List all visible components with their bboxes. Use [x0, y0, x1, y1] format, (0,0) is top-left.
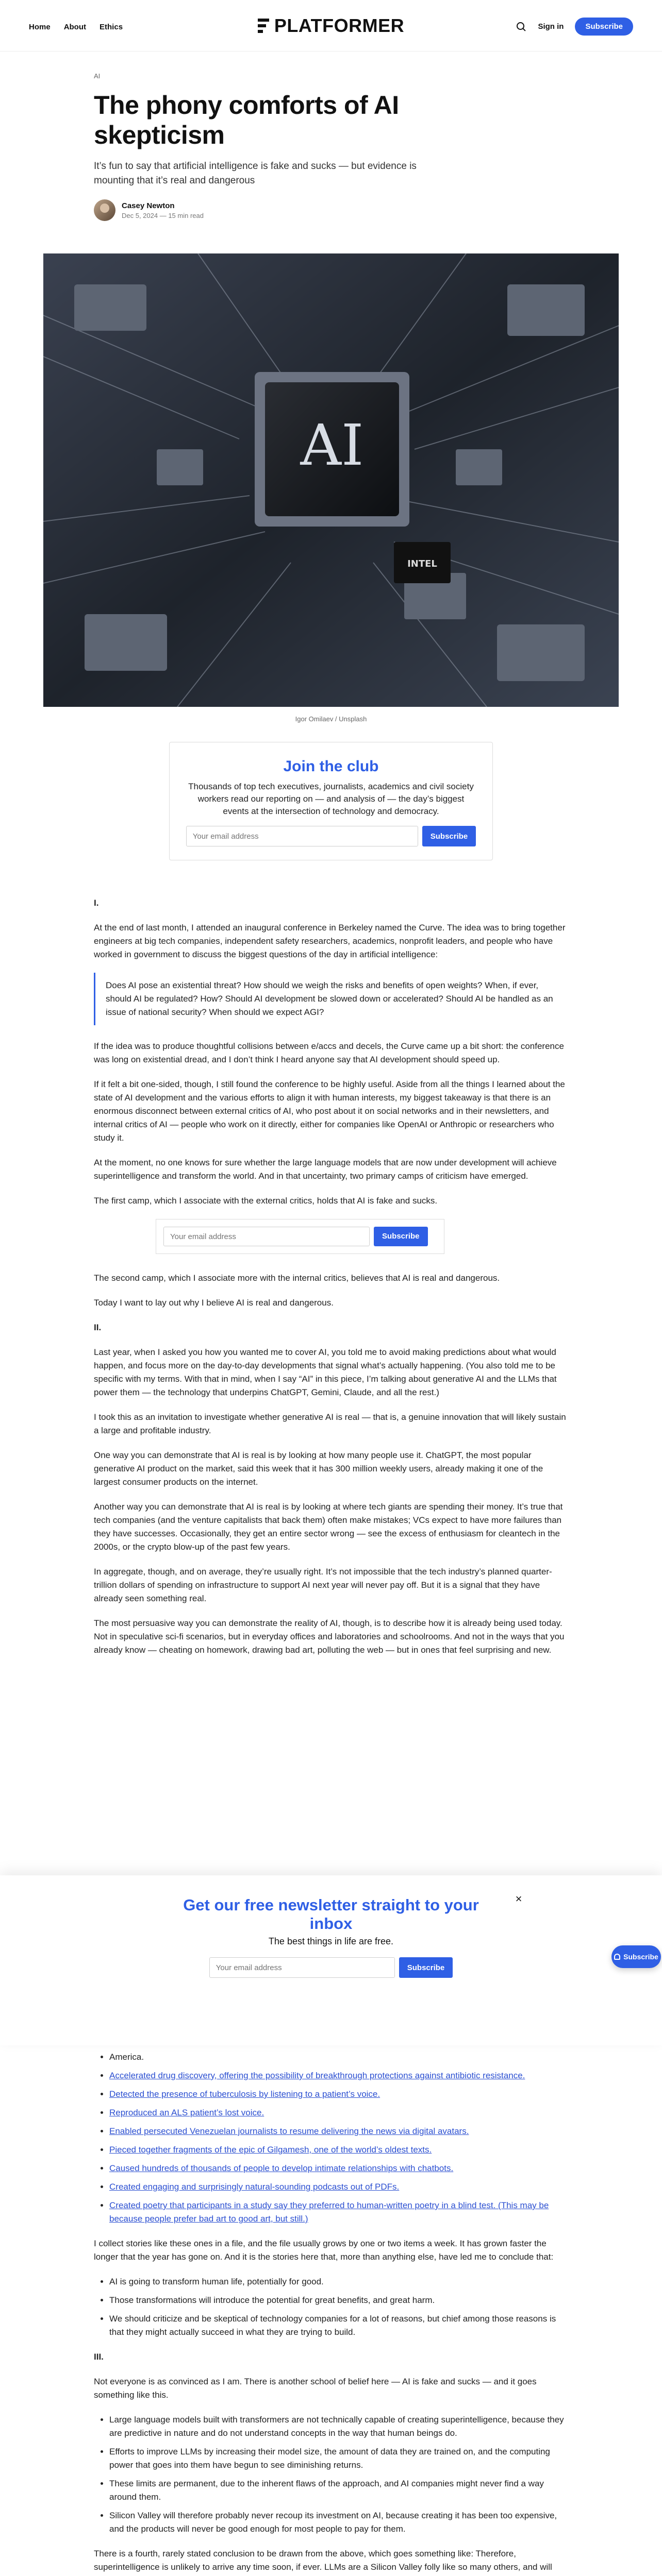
list-link[interactable]: Detected the presence of tuberculosis by listening to a patient’s voice. [109, 2089, 380, 2099]
paragraph: The first camp, which I associate with the external critics, holds that AI is fake and sucks. [94, 1196, 438, 1206]
article-body-section-1 [94, 896, 568, 1668]
join-club-title: Join the club [283, 758, 379, 775]
hero-secondary-chip-text: INTEL [407, 558, 437, 569]
circuit-board-illustration [43, 253, 619, 707]
list-item[interactable] [109, 2069, 568, 2082]
list-link[interactable]: Created engaging and surprisingly natural-sounding podcasts out of PDFs. [109, 2182, 400, 2192]
inline-signup-form [156, 1219, 444, 1254]
newsletter-overlay-form [170, 1957, 492, 1978]
nav-about[interactable]: About [63, 23, 87, 31]
search-icon[interactable] [516, 22, 526, 32]
image-caption: Igor Omilaev / Unsplash [295, 715, 367, 723]
list-item: • Large language models built with transformers are not technically capable of creating superintelligence, because they are predictive in nature and do not understand concepts in the way that human beings do. [109, 2413, 568, 2440]
ai-uses-list [109, 2050, 568, 2226]
section-number: II. [94, 1323, 102, 1332]
list-link[interactable]: Caused hundreds of thousands of people to develop intimate relationships with chatbots. [109, 2163, 454, 2173]
site-header [0, 0, 662, 52]
paragraph: If it felt a bit one-sided, though, I still found the conference to be highly useful. Aside from all the things I learned about the state of AI development and the various efforts to align it with human interests, my biggest takeaway is that there is an enormous disconnect between external critics of AI, who post about it on social networks and in their newsletters, and internal critics of AI — people who work on it directly, either for companies like OpenAI or Anthropic or researchers who study it. [94, 1079, 565, 1143]
list-item: • Efforts to improve LLMs by increasing their model size, the amount of data they are trained on, and the computing power that goes into them have begun to see diminishing returns. [109, 2445, 568, 2472]
paragraph: Another way you can demonstrate that AI is real is by looking at where tech giants are spending their money. It’s true that tech companies (and the venture capitalists that back them) often make mistakes; VCs expect to have more failures than they have successes. Occasionally, they get an entire sector wrong — see the excess of enthusiasm for cleantech in the 2000s, or the crypto blow-up of the past few years. [94, 1502, 563, 1552]
logo-text: PLATFORMER [274, 15, 405, 36]
paragraph: I collect stories like these ones in a file, and the file usually grows by one or two items a week. It has grown faster the longer that the year has gone on. And it is the stories here that, more than anything else, have led me to conclude that: [94, 2239, 554, 2262]
paragraph: At the moment, no one knows for sure whether the large language models that are now under development will achieve superintelligence and transform the world. And in that uncertainty, two primary camps of criticism have emerged. [94, 1158, 557, 1181]
list-item[interactable] [109, 2106, 568, 2120]
close-icon[interactable]: × [515, 1892, 522, 1905]
list-item: • AI is going to transform human life, potentially for good. [109, 2275, 568, 2289]
section-number: III. [94, 2352, 104, 2362]
list-link[interactable]: Enabled persecuted Venezuelan journalists to resume delivering the news via digital avatars. [109, 2126, 469, 2136]
article-subtitle: It’s fun to say that artificial intelligence is fake and sucks — but evidence is mounting that it’s real and dangerous [94, 161, 417, 186]
article-body-section-2-3 [94, 2050, 568, 2576]
list-item[interactable] [109, 2162, 568, 2175]
header-subscribe-button[interactable]: Subscribe [575, 18, 633, 36]
site-logo[interactable] [222, 15, 440, 36]
paragraph: There is a fourth, rarely stated conclusion to be drawn from the above, which goes something like: Therefore, superintelligence is unlikely to arrive any time soon, if ever. LLMs are a Silicon Valley folly like so many others, and will [94, 2549, 552, 2572]
paragraph: Not everyone is as convinced as I am. There is another school of belief here — AI is fake and sucks — and it goes something like this. [94, 2377, 537, 2400]
list-link[interactable]: Pieced together fragments of the epic of Gilgamesh, one of the world’s oldest texts. [109, 2145, 432, 2155]
nav-home[interactable]: Home [29, 23, 51, 31]
primary-nav [29, 23, 123, 31]
overlay-subscribe-button[interactable]: Subscribe [399, 1957, 453, 1978]
inline-subscribe-button[interactable]: Subscribe [374, 1227, 428, 1246]
newsletter-overlay [0, 1875, 662, 2045]
paragraph: Last year, when I asked you how you wanted me to cover AI, you told me to avoid making predictions about what would happen, and focus more on the day-to-day developments that signal what’s actually happening. (You also told me to be specific with my terms. With that in mind, when I say “AI” in this piece, I’m talking about generative AI and the LLMs that power them — the technology that underpins ChatGPT, Gemini, Claude, and all the rest.) [94, 1347, 557, 1397]
header-actions [516, 18, 633, 36]
newsletter-overlay-text: The best things in life are free. [268, 1936, 394, 1946]
author-name[interactable]: Casey Newton [122, 201, 175, 210]
list-item[interactable] [109, 2088, 568, 2101]
byline [94, 199, 455, 221]
paragraph: One way you can demonstrate that AI is real is by looking at how many people use it. ChatGPT, the most popular generative AI product on the market, said this week that it has 300 million weekly users, already making it one of the largest consumer products on the internet. [94, 1450, 543, 1487]
join-club-text: Thousands of top tech executives, journalists, academics and civil society workers read our reporting on — and analysis of — the day’s biggest events at the intersection of technology and democracy. [188, 782, 474, 816]
inline-email-input[interactable] [163, 1227, 370, 1246]
paragraph: I took this as an invitation to investigate whether generative AI is real — that is, a genuine innovation that will likely sustain a large and profitable industry. [94, 1412, 566, 1435]
paragraph: The second camp, which I associate more with the internal critics, believes that AI is real and dangerous. [94, 1273, 500, 1283]
join-club-form [170, 826, 492, 846]
list-link[interactable]: Reproduced an ALS patient’s lost voice. [109, 2108, 264, 2117]
hero-chip-text: AI [300, 412, 364, 478]
paragraph: Today I want to lay out why I believe AI is real and dangerous. [94, 1298, 334, 1308]
list-item: • These limits are permanent, due to the inherent flaws of the approach, and AI companies might never find a way around them. [109, 2477, 568, 2504]
platformer-logo-icon [258, 18, 269, 34]
newsletter-overlay-content [170, 1896, 492, 1978]
paragraph: In aggregate, though, and on average, they’re usually right. It’s not impossible that the tech industry’s planned quarter-trillion dollars of spending on infrastructure to support AI next year will never pay off. But it is a signal that they have already seen something real. [94, 1567, 552, 1603]
nav-ethics[interactable]: Ethics [100, 23, 123, 31]
list-item: • We should criticize and be skeptical of technology companies for a lot of reasons, but chief among those reasons is that they might actually succeed in what they are trying to build. [109, 2312, 568, 2339]
newsletter-overlay-title: Get our free newsletter straight to your inbox [183, 1896, 479, 1933]
article-title: The phony comforts of AI skepticism [94, 91, 399, 149]
list-item[interactable] [109, 2180, 568, 2194]
join-club-box [169, 742, 493, 860]
paragraph: If the idea was to produce thoughtful collisions between e/accs and decels, the Curve came up a bit short: the conference was long on existential dread, and I don’t think I heard anyone say that AI development should speed up. [94, 1041, 564, 1064]
list-item[interactable] [109, 2143, 568, 2157]
hero-image [43, 253, 619, 707]
sign-in-link[interactable]: Sign in [538, 22, 564, 31]
overlay-email-input[interactable] [209, 1957, 395, 1978]
paragraph: The most persuasive way you can demonstrate the reality of AI, though, is to describe how it is already being used today. Not in speculative sci-fi scenarios, but in everyday offices and laboratories and schoolrooms. And not in the ways that you already know — cheating on homework, drawing bad art, polluting the web — but in ones that feel surprising and new. [94, 1618, 565, 1655]
section-number: I. [94, 898, 99, 908]
floating-subscribe-button[interactable] [611, 1945, 661, 1968]
skeptic-argument-list [109, 2413, 568, 2536]
conclusions-list [109, 2275, 568, 2339]
join-club-email-input[interactable] [186, 826, 418, 846]
article-tag[interactable]: AI [94, 72, 101, 80]
list-link[interactable]: Created poetry that participants in a study say they preferred to human-written poetry in a blind test. (This may be because people prefer bad art to good art, but still.) [109, 2200, 549, 2224]
list-item: • Those transformations will introduce the potential for great benefits, and great harm. [109, 2294, 568, 2307]
publish-date: Dec 5, 2024 — 15 min read [122, 211, 204, 219]
list-item[interactable] [109, 2125, 568, 2138]
list-item: • America. [109, 2050, 568, 2064]
pull-quote: Does AI pose an existential threat? How should we weigh the risks and benefits of open weights? When, if ever, should AI be regulated? How? Should AI development be slowed down or accelerated? Should AI be handled as an issue of national security? When should we expect AGI? [94, 973, 568, 1025]
list-item: • Silicon Valley will therefore probably never recoup its investment on AI, because creating it has been too expensive, and the products will never be good enough for most people to pay for them. [109, 2509, 568, 2536]
author-avatar[interactable] [94, 199, 115, 221]
list-item[interactable] [109, 2199, 568, 2226]
bell-icon [614, 1954, 620, 1960]
list-link[interactable]: Accelerated drug discovery, offering the possibility of breakthrough protections against antibiotic resistance. [109, 2071, 525, 2080]
join-club-subscribe-button[interactable]: Subscribe [422, 826, 476, 846]
floating-subscribe-label: Subscribe [623, 1953, 658, 1961]
paragraph: At the end of last month, I attended an inaugural conference in Berkeley named the Curve. The idea was to bring together engineers at big tech companies, independent safety researchers, academics, nonprofit leaders, and people who have worked in government to discuss the biggest questions of the day in artificial intelligence: [94, 923, 566, 959]
